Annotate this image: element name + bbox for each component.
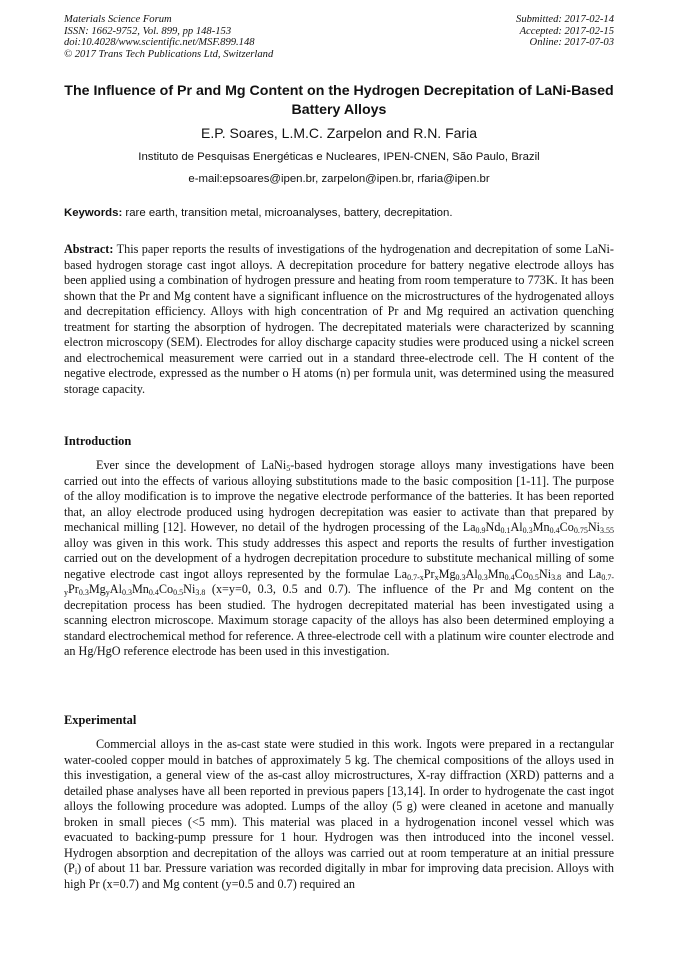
formula-subscript: 0.4 [148,588,159,597]
formula-pr-series [394,567,561,581]
formula-subscript: 0.3 [78,588,89,597]
formula-element: Al [510,520,523,534]
formula-subscript: 0.4 [504,572,515,582]
formula-element: La [588,566,602,581]
dates-header [516,14,614,49]
accepted-date: Accepted: 2017-02-15 [519,25,614,37]
issn-line: ISSN: 1662-9752, Vol. 899, pp 148-153 [64,25,232,37]
intro-text-4: and [561,566,589,581]
formula-subscript: 0.3 [121,588,132,597]
formula-element: Pr [423,566,435,581]
formula-element: Pr [68,582,79,596]
formula-subscript: 0.5 [528,572,539,582]
formula-subscript: 0.3 [522,526,533,535]
intro-text-5: (x=y=0, 0.3, 0.5 and 0.7). The influence of the Pr and Mg content on the decrepitation process has been studied. The hydrogen decrepitated material has been investigated using a scanning electron microscope. Maximum storage capacity of the alloys has also been determined employing a standard electrochemical method for reference. A three-electrode cell with a platinum wire counter electrode and an Hg/HgO reference electrode has been used in this investigation. [64,582,614,658]
journal-name: Materials Science Forum [64,14,172,25]
formula-element: La [462,520,476,534]
formula-subscript: 0.1 [500,526,511,535]
experimental-heading: Experimental [64,713,137,727]
intro-text-1: Ever since the development of LaNi [96,458,287,472]
formula-element: Al [109,582,122,596]
exp-text-2: ) of about 11 bar. Pressure variation was recorded digitally in mbar for improving data precision. Alloys with high Pr (x=0.7) and Mg content (y=0.5 and 0.7) required an [64,861,614,891]
formula-subscript: 0.7-x [407,572,424,582]
formula-element: Ni [587,520,600,534]
formula-element: Co [559,520,574,534]
author-emails: e-mail:epsoares@ipen.br, zarpelon@ipen.br, rfaria@ipen.br [188,173,490,185]
keywords-text: rare earth, transition metal, microanalyses, battery, decrepitation. [125,207,453,219]
formula-element: Co [514,566,529,581]
abstract-text: This paper reports the results of investigations of the hydrogenation and decrepitation of some LaNi-based hydrogen storage cast ingot alloys. A decrepitation procedure for battery negative electrode alloys has been applied using a combination of hydrogen pressure and heating from room temperature to 773K. It has been shown that the Pr and Mg content have a significant influence on the microstructures of the hydrogenated alloys and decrepitation efficiency. Alloys with high concentration of Pr and Mg required an activation quenching treatment for starting the absorption of hydrogen. The decrepitated materials were characterized by scanning electron microscopy (SEM). Electrodes for alloy discharge capacity studies were produced using a nickel screen and electrochemical measurement were carried out in a standard three-electrode cell. The H content of the negative electrode, expressed as the number o H atoms (n) per formula unit, was determined using the measured storage capacity. [64,242,614,396]
introduction-paragraph [64,458,614,660]
formula-subscript: y [105,588,110,597]
formula-subscript: 3.8 [195,588,206,597]
intro-text-2: -based hydrogen storage alloys many investigations have been carried out into the effects of various alloying substitutions made to the basic composition [1-11]. The purpose of the alloy modification is to improve the negative electrode performance of the batteries. It has been reported that, an alloy electrode produced using hydrogen decrepitation was easier to activate than that prepared by mechanical milling [12]. However, no detail of the hydrogen processing of the [64,458,614,534]
formula-element: Ni [538,566,552,581]
abstract-label: Abstract: [64,242,114,256]
formula-subscript: 3.55 [600,526,614,535]
formula-element: Mn [532,520,550,534]
introduction-heading: Introduction [64,434,132,448]
exp-subscript-i: i [74,867,78,876]
online-date: Online: 2017-07-03 [529,37,614,48]
formula-la-nd-alloy [463,520,614,534]
formula-subscript: 0.3 [455,572,466,582]
submitted-date: Submitted: 2017-02-14 [516,14,614,25]
journal-header [64,14,273,60]
formula-element: Ni [183,582,196,596]
formula-subscript: 0.9 [475,526,486,535]
keywords [64,206,614,220]
formula-element: Al [465,566,478,581]
formula-subscript: 0.3 [477,572,488,582]
formula-subscript: 0.75 [573,526,588,535]
formula-subscript: 3.8 [551,572,562,582]
formula-element: Nd [485,520,501,534]
formula-element: La [394,566,408,581]
formula-subscript: 0.7-y [64,572,614,597]
copyright-line: © 2017 Trans Tech Publications Ltd, Switzerland [64,48,274,60]
formula-subscript: 0.4 [549,526,560,535]
formula-subscript: 0.5 [173,588,184,597]
paper-title: The Influence of Pr and Mg Content on the Hydrogen Decrepitation of LaNi-Based Battery Alloys [64,83,614,118]
authors: E.P. Soares, L.M.C. Zarpelon and R.N. Faria [201,125,477,141]
doi-line: doi:10.4028/www.scientific.net/MSF.899.148 [64,37,255,48]
exp-text-1: Commercial alloys in the as-cast state were studied in this work. Ingots were prepared in a rectangular water-cooled copper mould in batches of approximately 5 kg. The chemical compositions of the alloys used in this investigation, a general view of the as-cast alloy microstructures, X-ray diffraction (XRD) patterns and a detailed phase analyses have all been reported in previous papers [13,14]. In order to hydrogenate the cast ingot alloys the following procedure was adopted. Lumps of the alloy (5 g) were cleaned in acetone and manually broken in small pieces (<5 mm). This material was placed in a hydrogenation inconel vessel which was evacuated to backing-pump pressure for 1 hour. Hydrogen was then introduced into the inconel vessel. Hydrogen absorption and decrepitation of the alloys was carried out at room temperature at an initial pressure (P [64,737,614,875]
affiliation: Instituto de Pesquisas Energéticas e Nucleares, IPEN-CNEN, São Paulo, Brazil [138,151,540,163]
formula-element: Co [158,582,174,596]
formula-element: Mg [88,582,106,596]
keywords-label: Keywords: [64,207,123,219]
formula-subscript: x [434,572,439,582]
formula-element: Mn [487,566,505,581]
intro-text-3: alloy was given in this work. This study addresses this aspect and reports the results of further investigation carried out on the development of a hydrogen decrepitation procedure to substitute mechanical milling of some negative electrode cast ingot alloys represented by the formulae [64,535,614,581]
intro-subscript-1: 5 [286,464,291,473]
experimental-paragraph [64,737,614,892]
formula-element: Mn [131,582,149,596]
abstract [64,242,614,397]
formula-element: Mg [438,566,456,581]
